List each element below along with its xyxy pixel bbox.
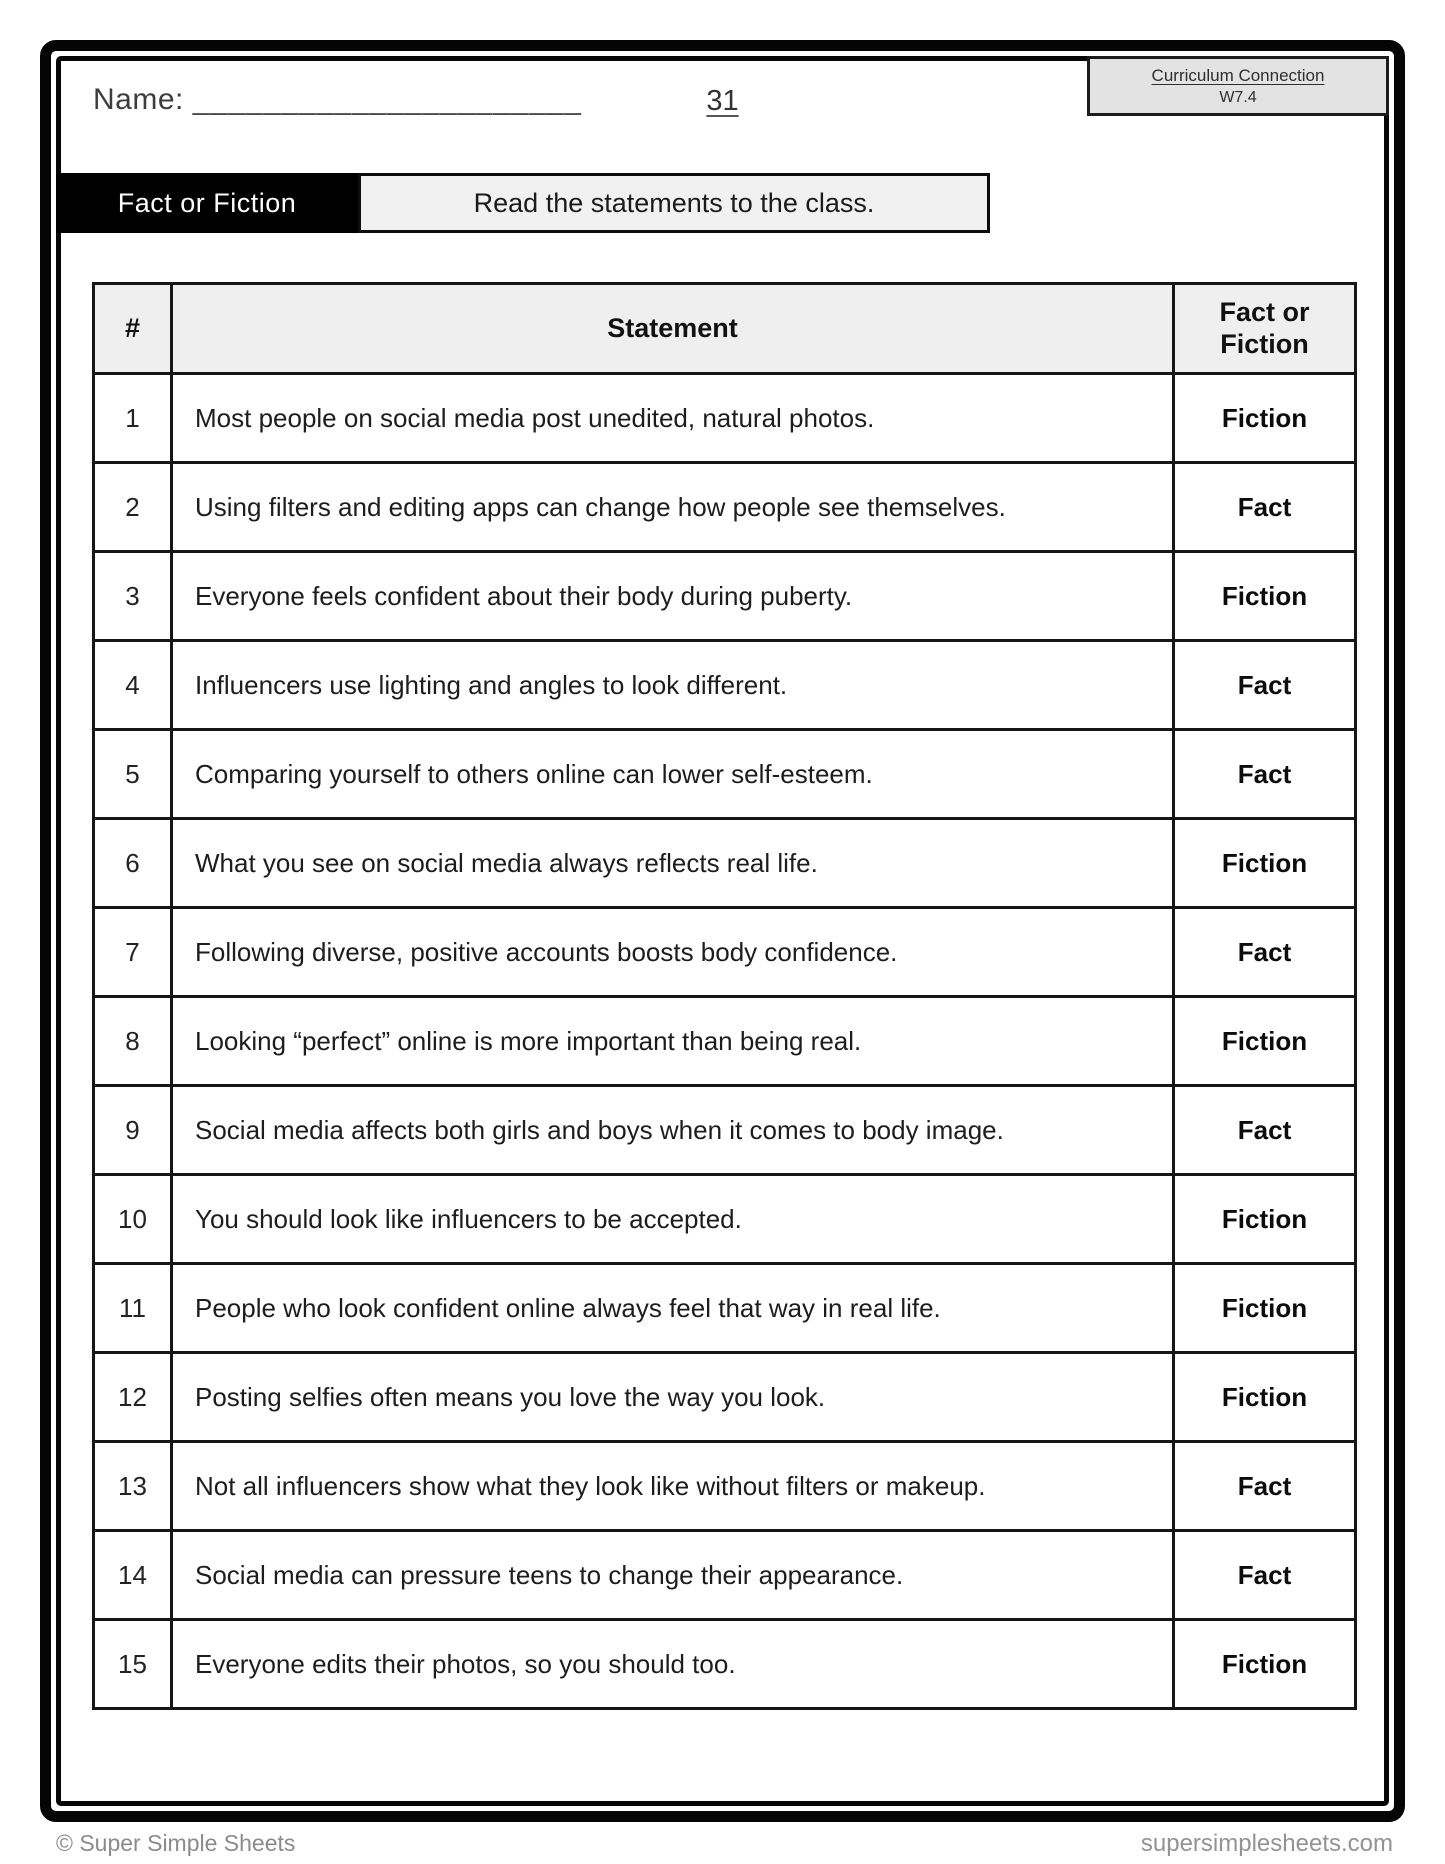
answer-text: Fact bbox=[1174, 1086, 1356, 1175]
answer-text: Fact bbox=[1174, 730, 1356, 819]
statement-text: Not all influencers show what they look like without filters or makeup. bbox=[172, 1442, 1174, 1531]
table-row bbox=[94, 997, 1356, 1086]
row-number: 8 bbox=[94, 997, 172, 1086]
statement-text: Social media can pressure teens to change their appearance. bbox=[172, 1531, 1174, 1620]
curriculum-connection-box bbox=[1087, 56, 1389, 116]
row-number: 14 bbox=[94, 1531, 172, 1620]
curriculum-connection-title: Curriculum Connection bbox=[1151, 66, 1325, 85]
curriculum-connection-code: W7.4 bbox=[1219, 89, 1257, 106]
answer-text: Fact bbox=[1174, 1531, 1356, 1620]
table-row bbox=[94, 1264, 1356, 1353]
statement-text: People who look confident online always feel that way in real life. bbox=[172, 1264, 1174, 1353]
row-number: 13 bbox=[94, 1442, 172, 1531]
header-statement: Statement bbox=[172, 284, 1174, 374]
answer-text: Fact bbox=[1174, 908, 1356, 997]
page-border bbox=[40, 40, 1405, 1822]
answer-text: Fiction bbox=[1174, 819, 1356, 908]
answer-text: Fiction bbox=[1174, 374, 1356, 463]
answer-text: Fiction bbox=[1174, 1353, 1356, 1442]
statement-text: Posting selfies often means you love the way you look. bbox=[172, 1353, 1174, 1442]
statements-table bbox=[92, 282, 1357, 1710]
row-number: 9 bbox=[94, 1086, 172, 1175]
table-row bbox=[94, 908, 1356, 997]
table-row bbox=[94, 819, 1356, 908]
row-number: 5 bbox=[94, 730, 172, 819]
answer-text: Fact bbox=[1174, 1442, 1356, 1531]
answer-text: Fiction bbox=[1174, 1620, 1356, 1709]
name-line bbox=[93, 83, 582, 117]
table-row bbox=[94, 463, 1356, 552]
website-text: supersimplesheets.com bbox=[1140, 1830, 1393, 1857]
activity-header bbox=[56, 173, 990, 233]
name-label: Name: bbox=[93, 83, 184, 116]
answer-text: Fiction bbox=[1174, 1175, 1356, 1264]
answer-text: Fiction bbox=[1174, 1264, 1356, 1353]
table-row bbox=[94, 552, 1356, 641]
table-row bbox=[94, 374, 1356, 463]
row-number: 4 bbox=[94, 641, 172, 730]
row-number: 1 bbox=[94, 374, 172, 463]
row-number: 12 bbox=[94, 1353, 172, 1442]
row-number: 10 bbox=[94, 1175, 172, 1264]
statement-text: Social media affects both girls and boys when it comes to body image. bbox=[172, 1086, 1174, 1175]
page-footer bbox=[56, 1830, 1393, 1858]
activity-title: Fact or Fiction bbox=[56, 173, 358, 233]
statement-text: Following diverse, positive accounts boosts body confidence. bbox=[172, 908, 1174, 997]
copyright-text: © Super Simple Sheets bbox=[56, 1830, 296, 1856]
table-row bbox=[94, 1620, 1356, 1709]
answer-text: Fact bbox=[1174, 463, 1356, 552]
table-header-row bbox=[94, 284, 1356, 374]
table-row bbox=[94, 1531, 1356, 1620]
row-number: 6 bbox=[94, 819, 172, 908]
statement-text: Comparing yourself to others online can lower self-esteem. bbox=[172, 730, 1174, 819]
header-answer: Fact or Fiction bbox=[1174, 284, 1356, 374]
row-number: 15 bbox=[94, 1620, 172, 1709]
header-number: # bbox=[94, 284, 172, 374]
table-row bbox=[94, 730, 1356, 819]
statement-text: Influencers use lighting and angles to look different. bbox=[172, 641, 1174, 730]
page-inner-border bbox=[56, 56, 1389, 1806]
row-number: 2 bbox=[94, 463, 172, 552]
statement-text: What you see on social media always reflects real life. bbox=[172, 819, 1174, 908]
statement-text: Everyone feels confident about their body during puberty. bbox=[172, 552, 1174, 641]
table-row bbox=[94, 1175, 1356, 1264]
row-number: 11 bbox=[94, 1264, 172, 1353]
statement-text: Everyone edits their photos, so you should too. bbox=[172, 1620, 1174, 1709]
table-row bbox=[94, 1353, 1356, 1442]
activity-instruction: Read the statements to the class. bbox=[358, 173, 990, 233]
table-row bbox=[94, 1442, 1356, 1531]
answer-text: Fact bbox=[1174, 641, 1356, 730]
row-number: 3 bbox=[94, 552, 172, 641]
table-row bbox=[94, 641, 1356, 730]
table-row bbox=[94, 1086, 1356, 1175]
answer-text: Fiction bbox=[1174, 552, 1356, 641]
statement-text: Most people on social media post unedited, natural photos. bbox=[172, 374, 1174, 463]
answer-text: Fiction bbox=[1174, 997, 1356, 1086]
statement-text: Using filters and editing apps can change how people see themselves. bbox=[172, 463, 1174, 552]
statement-text: Looking “perfect” online is more important than being real. bbox=[172, 997, 1174, 1086]
row-number: 7 bbox=[94, 908, 172, 997]
name-blank: ______________________ bbox=[192, 83, 582, 116]
statement-text: You should look like influencers to be accepted. bbox=[172, 1175, 1174, 1264]
page-number: 31 bbox=[706, 85, 739, 117]
